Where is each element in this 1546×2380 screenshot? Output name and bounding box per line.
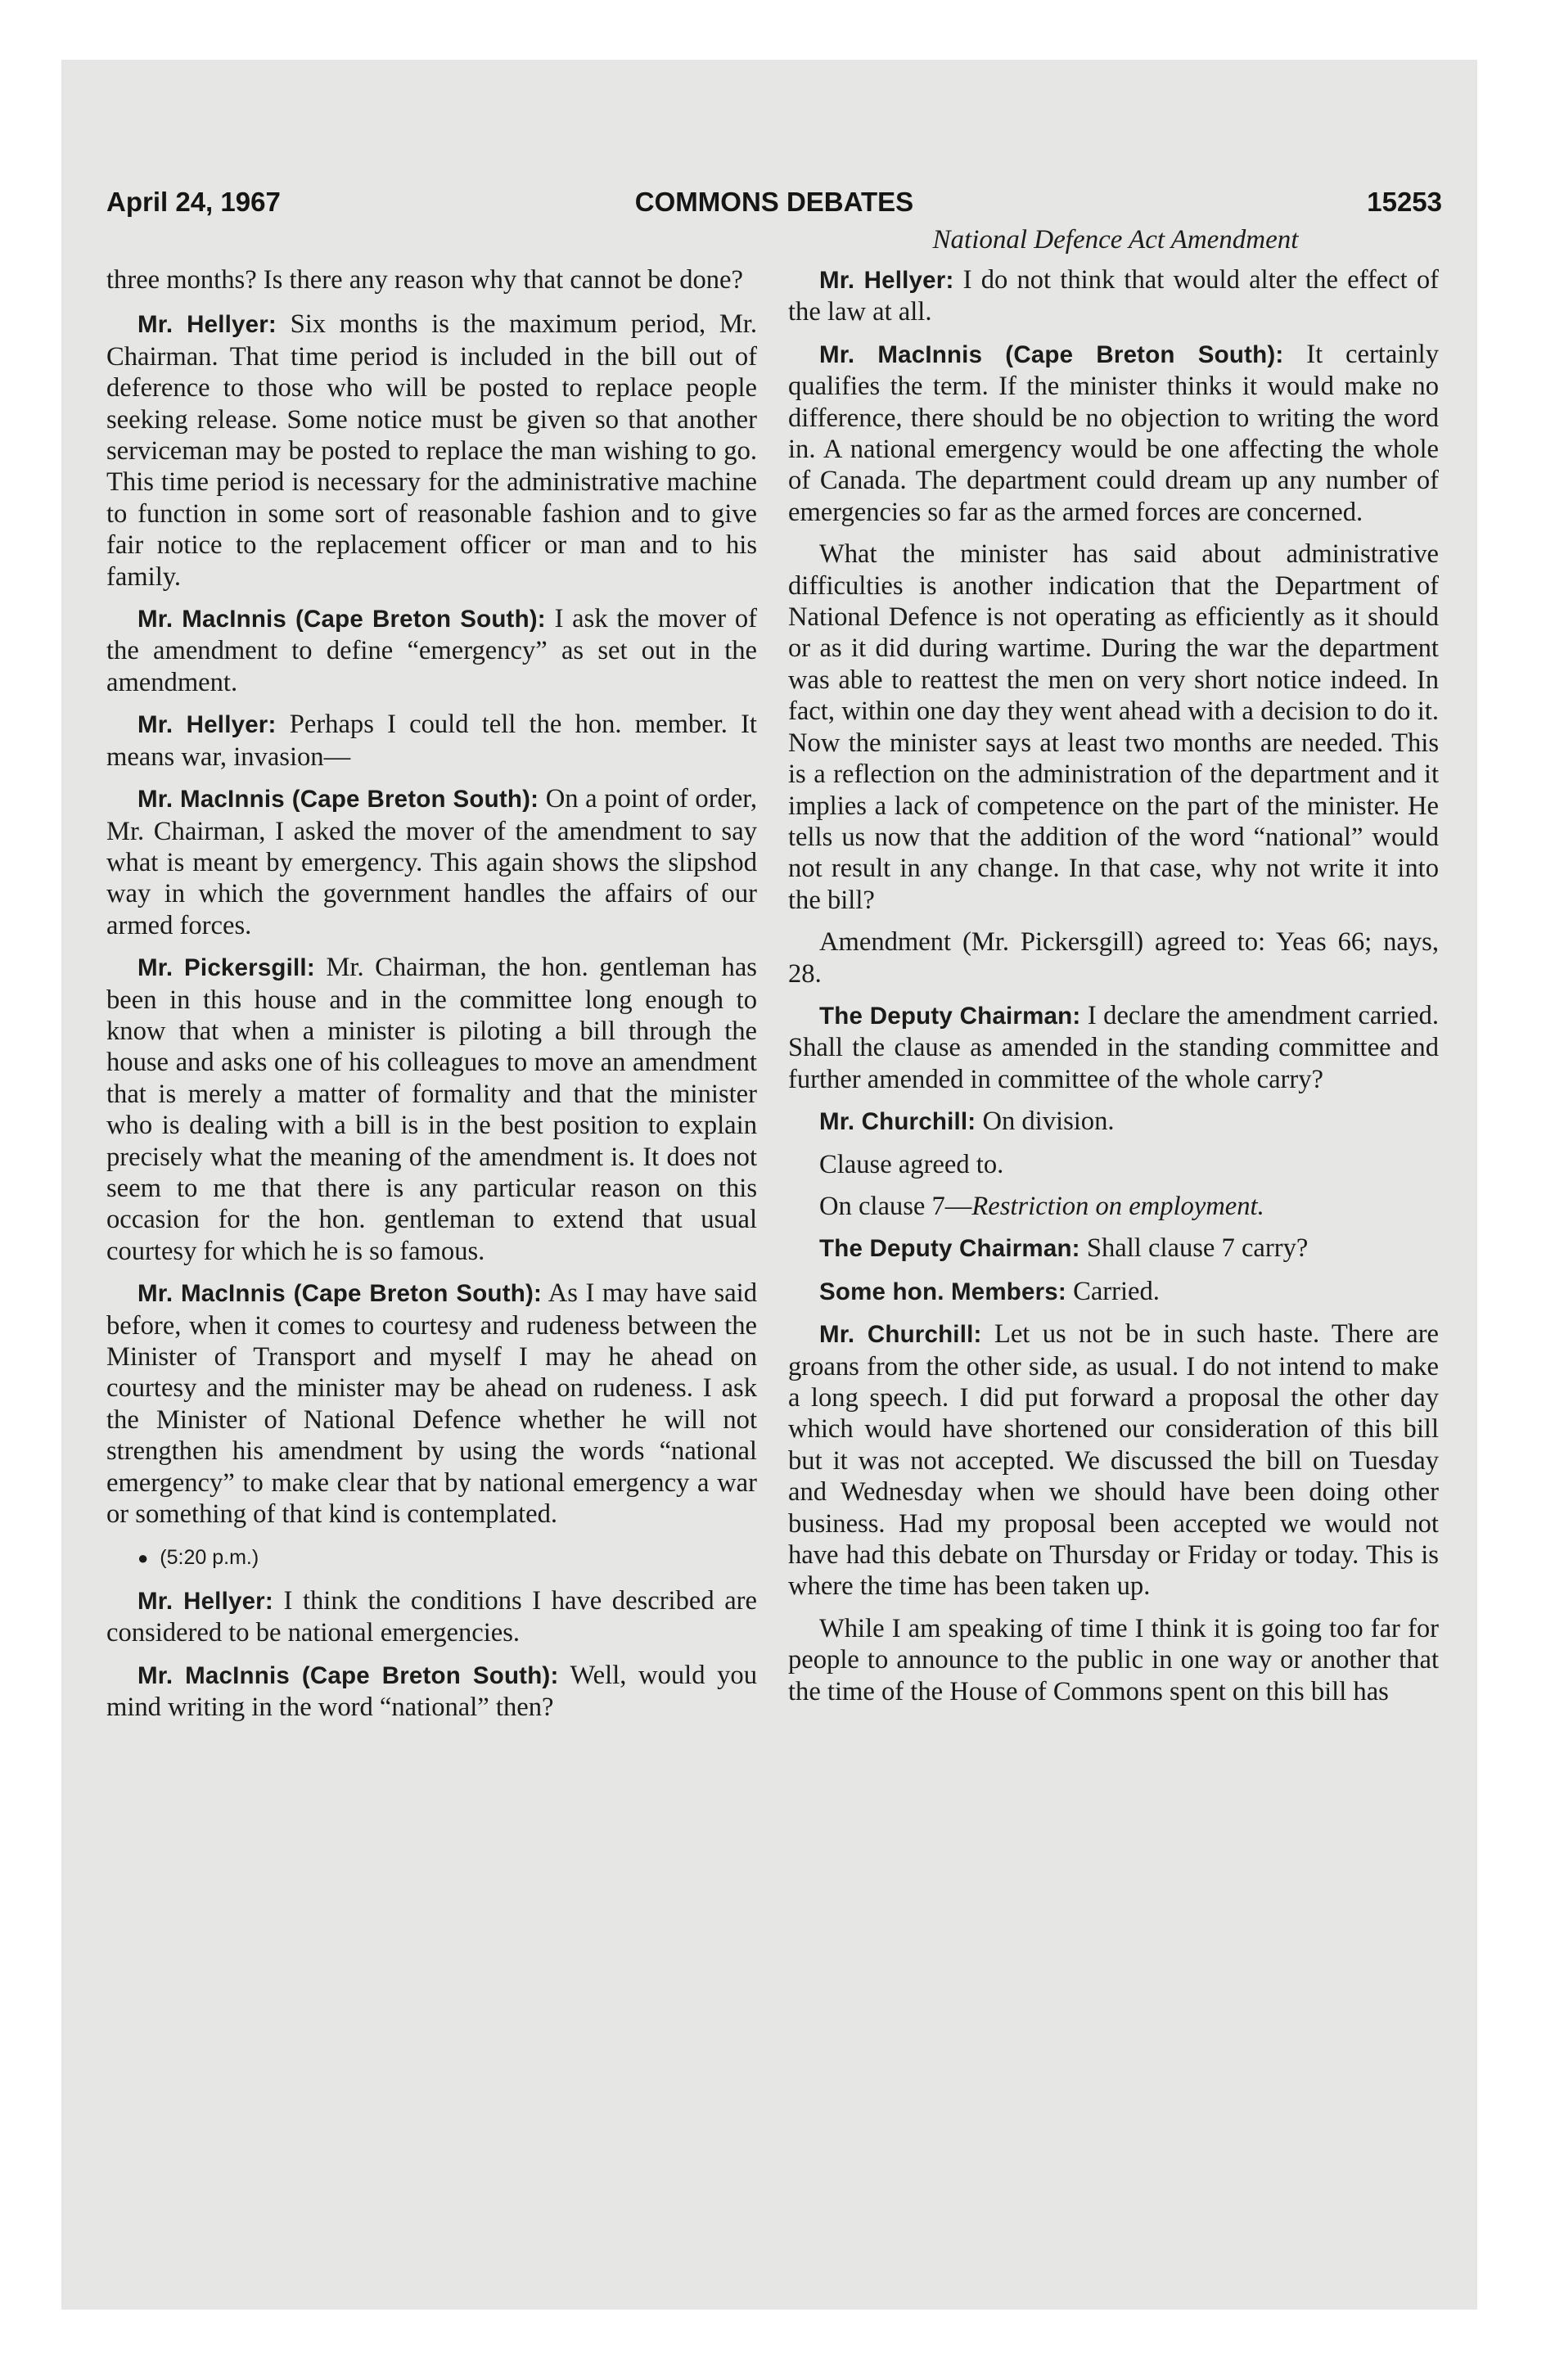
speech (106, 1585, 757, 1649)
speaker-name: Mr. MacInnis (Cape Breton South): (137, 606, 546, 633)
speech-text: I do not think that would alter the effect of the law at all. (788, 265, 1439, 327)
speech (788, 339, 1439, 528)
speaker-name: The Deputy Chairman: (819, 1002, 1081, 1030)
speaker-name: Mr. Churchill: (819, 1321, 982, 1349)
speech (106, 783, 757, 941)
speech-text: Six months is the maximum period, Mr. Chairman. That time period is included in the bill out of deference to those who will be posted to replace people seeking release. Some notice must be given so that another serviceman may be posted to replace the man wishing to go. This time period is necessary for the administrative machine to function in some sort of reasonable fashion and to give fair notice to the replacement officer or man and to his family. (106, 309, 757, 592)
clause-lead: On clause 7— (819, 1191, 972, 1221)
speech-text: On a point of order, Mr. Chairman, I asked the mover of the amendment to say what is meant by emergency. This again shows the slipshod way in which the government handles the affairs of our armed forces. (106, 784, 757, 940)
speaker-name: Mr. Churchill: (819, 1108, 976, 1136)
speaker-name: Mr. MacInnis (Cape Breton South): (137, 786, 539, 814)
speech (788, 264, 1439, 328)
paragraph-text: What the minister has said about administrative difficulties is another indication that the Department of National Defence is not operating as efficiently as it should or as it did during wartime. During the war the department was able to reattest the men on very short notice indeed. In fact, within one day they went ahead with a decision to do it. Now the minister says at least two months are needed. This is a reflection on the administration of the department and it implies a lack of competence on the part of the minister. He tells us now that the addition of the word “national” would not result in any change. In that case, why not write it into the bill? (788, 539, 1439, 915)
section-title: National Defence Act Amendment (932, 225, 1299, 255)
paragraph (788, 1149, 1439, 1180)
speech (788, 1233, 1439, 1264)
time-marker (106, 1540, 757, 1574)
speech (106, 952, 757, 1267)
speaker-name: Mr. MacInnis (Cape Breton South): (819, 340, 1284, 368)
speech (106, 603, 757, 698)
left-column (106, 264, 757, 1733)
paragraph-text: Amendment (Mr. Pickersgill) agreed to: Yeas 66; nays, 28. (788, 927, 1439, 989)
speech (788, 1106, 1439, 1138)
speech (106, 309, 757, 593)
paragraph-text: three months? Is there any reason why that cannot be done? (106, 265, 743, 295)
bullet-icon: ● (137, 1548, 149, 1569)
speech (788, 1276, 1439, 1308)
speech-text: I ask the mover of the amendment to define “emergency” as set out in the amendment. (106, 604, 757, 697)
speech (106, 709, 757, 773)
speech-text: It certainly qualifies the term. If the minister thinks it would make no difference, there should be no objection to writing the word in. A national emergency would be one affecting the whole of Canada. The department could dream up any number of emergencies so far as the armed forces are concerned. (788, 339, 1439, 527)
header-page-number: 15253 (1367, 187, 1442, 217)
speech-text: Perhaps I could tell the hon. member. It means war, invasion— (106, 710, 757, 772)
speech (788, 1000, 1439, 1095)
speaker-name: Mr. Pickersgill: (137, 954, 315, 982)
page-header (106, 187, 1442, 219)
header-date: April 24, 1967 (106, 187, 281, 217)
speech (106, 1660, 757, 1724)
header-publication: COMMONS DEBATES (634, 187, 914, 217)
speech-text: As I may have said before, when it comes to courtesy and rudeness between the Minister of Transport and myself I may he ahead on courtesy and the minister may be ahead on rudeness. I ask the Minister of National Defence whether he will not strengthen his amendment by using the words “national emergency” to make clear that by national emergency a war or something of that kind is contemplated. (106, 1278, 757, 1530)
speech-text: Mr. Chairman, the hon. gentleman has been in this house and in the committee long enough to know that when a minister is piloting a bill through the house and asks one of his colleagues to move an amendment that is merely a matter of formality and that the minister who is dealing with a bill is in the best position to explain precisely what the meaning of the amendment is. It does not seem to me that there is any particular reason on this occasion for the hon. gentleman to extend that usual courtesy for which he is so famous. (106, 953, 757, 1266)
speaker-name: Mr. MacInnis (Cape Breton South): (137, 1280, 543, 1308)
speech-text: On division. (982, 1107, 1115, 1137)
speech-text: Well, would you mind writing in the word “national” then? (106, 1660, 758, 1723)
speaker-name: Mr. Hellyer: (819, 267, 954, 294)
speaker-name: Mr. MacInnis (Cape Breton South): (137, 1661, 559, 1689)
speech-text: I think the conditions I have described are considered to be national emergencies. (106, 1585, 757, 1648)
speech-text: Let us not be in such haste. There are groans from the other side, as usual. I do not intend to make a long speech. I did put forward a proposal the other day which would have shortened our consideration of this bill but it was not accepted. We discussed the bill on Tuesday and Wednesday when we should have been doing other business. Had my proposal been accepted we would not have had this debate on Thursday or Friday or today. This is where the time has been taken up. (788, 1319, 1439, 1602)
time-stamp: (5:20 p.m.) (160, 1546, 259, 1570)
clause-title: Restriction on employment. (971, 1191, 1264, 1221)
speech-text: Shall clause 7 carry? (1086, 1233, 1309, 1264)
clause-heading (788, 1191, 1439, 1222)
paragraph-text: While I am speaking of time I think it is going too far for people to announce to the public in one way or another that the time of the House of Commons spent on this bill has (788, 1613, 1439, 1706)
paragraph-text: Clause agreed to. (819, 1149, 1004, 1179)
speaker-name: Some hon. Members: (819, 1278, 1066, 1305)
speaker-name: Mr. Hellyer: (137, 1587, 273, 1615)
paragraph (788, 539, 1439, 916)
speech (788, 1318, 1439, 1602)
speaker-name: Mr. Hellyer: (137, 711, 277, 739)
right-column (788, 264, 1439, 1718)
speech (106, 1278, 757, 1530)
speaker-name: The Deputy Chairman: (819, 1235, 1080, 1263)
speech-text: I declare the amendment carried. Shall the clause as amended in the standing committee and further amended in committee of the whole carry? (788, 1000, 1439, 1094)
speech-text: Carried. (1073, 1276, 1160, 1306)
paragraph (106, 264, 757, 295)
speaker-name: Mr. Hellyer: (137, 311, 277, 339)
paragraph (788, 926, 1439, 989)
paragraph (788, 1613, 1439, 1707)
